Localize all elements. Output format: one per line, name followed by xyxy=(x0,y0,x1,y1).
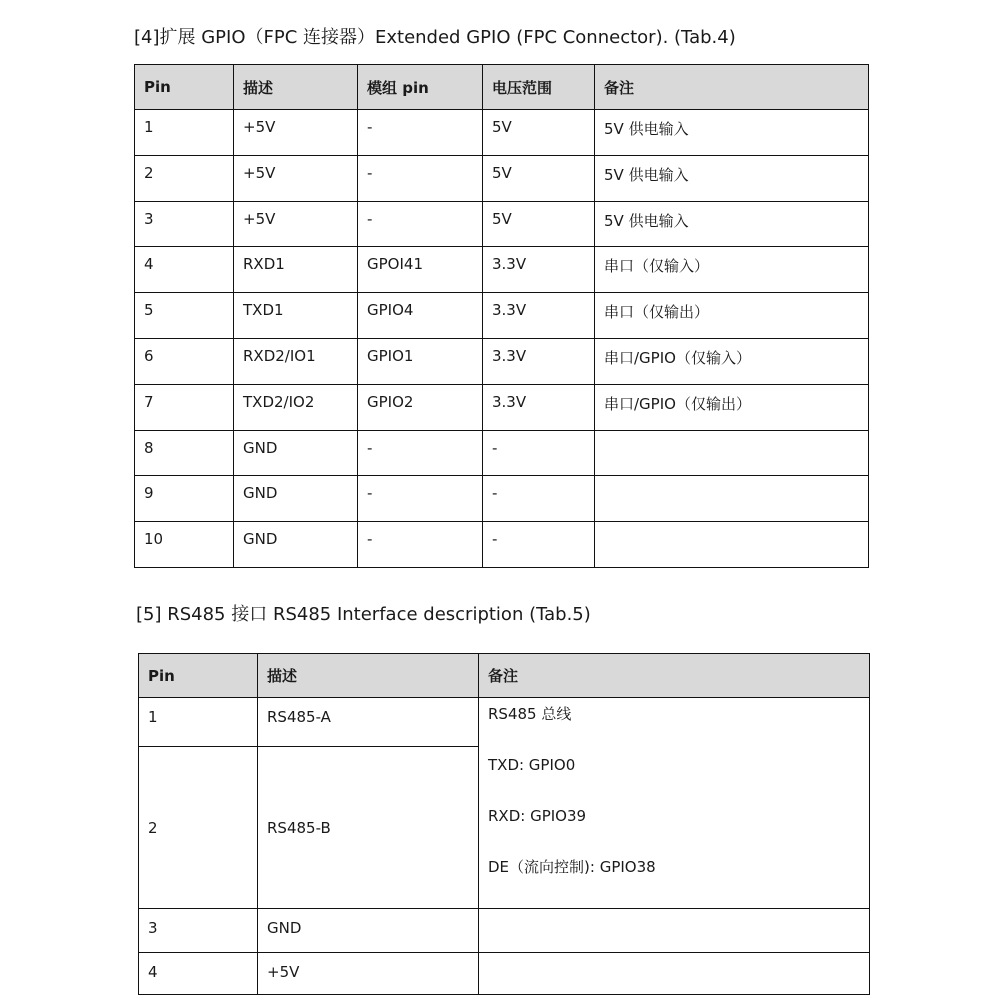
remarks-cell: 5V 供电输入 xyxy=(595,155,869,201)
table-row xyxy=(135,201,869,247)
description-cell: +5V xyxy=(258,953,479,995)
table-row xyxy=(135,110,869,156)
table-row xyxy=(135,155,869,201)
gpio-fpc-table xyxy=(134,64,869,568)
pin-cell: 4 xyxy=(135,247,234,293)
header-pin: Pin xyxy=(135,65,234,110)
module-pin-cell: GPIO2 xyxy=(358,384,483,430)
rs485-notes-cell xyxy=(479,698,870,909)
remarks-cell xyxy=(479,953,870,995)
note-line: RS485 总线 xyxy=(488,705,572,723)
remarks-cell: 串口（仅输出） xyxy=(595,293,869,339)
pin-cell: 2 xyxy=(135,155,234,201)
description-cell: GND xyxy=(234,522,358,568)
remarks-cell xyxy=(479,909,870,953)
description-cell: RS485-A xyxy=(258,698,479,747)
pin-cell: 10 xyxy=(135,522,234,568)
pin-cell: 8 xyxy=(135,430,234,476)
description-cell: RS485-B xyxy=(258,747,479,909)
description-cell: +5V xyxy=(234,201,358,247)
table-row xyxy=(135,430,869,476)
table-5-caption: [5] RS485 接口 RS485 Interface description (Tab.5) xyxy=(136,604,591,625)
description-cell: TXD1 xyxy=(234,293,358,339)
header-module-pin: 模组 pin xyxy=(358,65,483,110)
module-pin-cell: - xyxy=(358,110,483,156)
module-pin-cell: - xyxy=(358,476,483,522)
voltage-cell: - xyxy=(483,522,595,568)
module-pin-cell: - xyxy=(358,522,483,568)
table-row xyxy=(139,909,870,953)
module-pin-cell: - xyxy=(358,155,483,201)
rs485-interface-table xyxy=(138,653,870,995)
description-cell: RXD1 xyxy=(234,247,358,293)
pin-cell: 4 xyxy=(139,953,258,995)
table-row xyxy=(135,247,869,293)
header-description: 描述 xyxy=(258,654,479,698)
description-cell: +5V xyxy=(234,110,358,156)
description-cell: GND xyxy=(234,430,358,476)
remarks-cell: 串口/GPIO（仅输入） xyxy=(595,338,869,384)
remarks-cell: 5V 供电输入 xyxy=(595,110,869,156)
voltage-cell: 5V xyxy=(483,201,595,247)
module-pin-cell: GPIO4 xyxy=(358,293,483,339)
pin-cell: 5 xyxy=(135,293,234,339)
module-pin-cell: GPOI41 xyxy=(358,247,483,293)
note-line: DE（流向控制): GPIO38 xyxy=(488,858,656,876)
table-header-row xyxy=(139,654,870,698)
note-line: RXD: GPIO39 xyxy=(488,807,587,825)
remarks-cell: 串口（仅输入） xyxy=(595,247,869,293)
pin-cell: 9 xyxy=(135,476,234,522)
description-cell: +5V xyxy=(234,155,358,201)
remarks-cell: 5V 供电输入 xyxy=(595,201,869,247)
table-row xyxy=(139,953,870,995)
module-pin-cell: GPIO1 xyxy=(358,338,483,384)
note-line: TXD: GPIO0 xyxy=(488,756,576,774)
voltage-cell: 3.3V xyxy=(483,338,595,384)
description-cell: GND xyxy=(234,476,358,522)
description-cell: GND xyxy=(258,909,479,953)
voltage-cell: - xyxy=(483,430,595,476)
voltage-cell: 3.3V xyxy=(483,247,595,293)
remarks-cell xyxy=(595,522,869,568)
remarks-cell xyxy=(595,430,869,476)
module-pin-cell: - xyxy=(358,201,483,247)
table-row xyxy=(135,338,869,384)
table-row xyxy=(135,384,869,430)
module-pin-cell: - xyxy=(358,430,483,476)
table-row xyxy=(135,522,869,568)
header-voltage-range: 电压范围 xyxy=(483,65,595,110)
pin-cell: 1 xyxy=(135,110,234,156)
table-row xyxy=(135,293,869,339)
remarks-cell xyxy=(595,476,869,522)
voltage-cell: 3.3V xyxy=(483,384,595,430)
table-4-caption: [4]扩展 GPIO（FPC 连接器）Extended GPIO (FPC Connector). (Tab.4) xyxy=(134,27,736,48)
pin-cell: 3 xyxy=(135,201,234,247)
header-remarks: 备注 xyxy=(479,654,870,698)
voltage-cell: 5V xyxy=(483,110,595,156)
table-row xyxy=(135,476,869,522)
remarks-cell: 串口/GPIO（仅输出） xyxy=(595,384,869,430)
pin-cell: 1 xyxy=(139,698,258,747)
header-pin: Pin xyxy=(139,654,258,698)
header-remarks: 备注 xyxy=(595,65,869,110)
voltage-cell: - xyxy=(483,476,595,522)
table-row xyxy=(139,698,870,747)
description-cell: TXD2/IO2 xyxy=(234,384,358,430)
table-header-row xyxy=(135,65,869,110)
voltage-cell: 5V xyxy=(483,155,595,201)
description-cell: RXD2/IO1 xyxy=(234,338,358,384)
pin-cell: 6 xyxy=(135,338,234,384)
header-description: 描述 xyxy=(234,65,358,110)
voltage-cell: 3.3V xyxy=(483,293,595,339)
pin-cell: 3 xyxy=(139,909,258,953)
pin-cell: 7 xyxy=(135,384,234,430)
pin-cell: 2 xyxy=(139,747,258,909)
